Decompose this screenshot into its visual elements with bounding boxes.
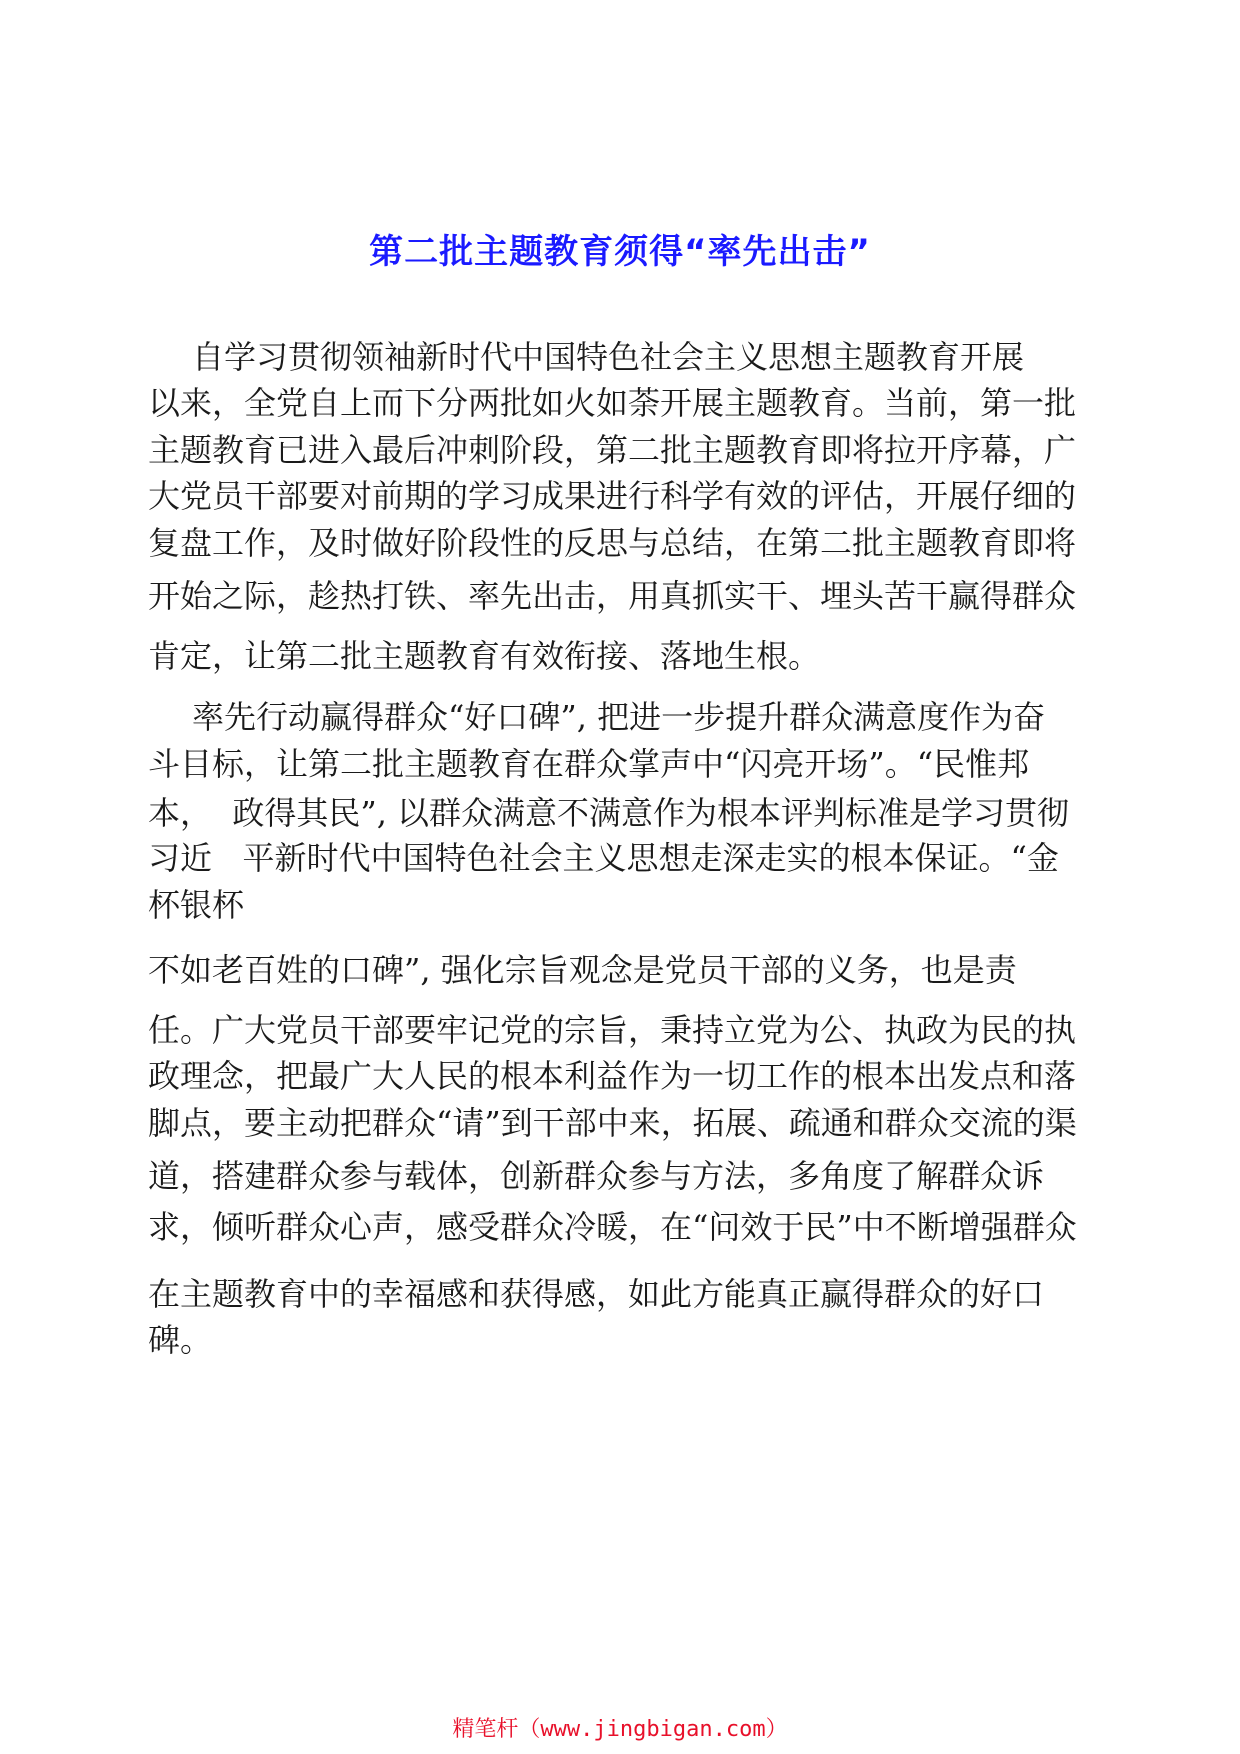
paragraph-line: 复盘工作，及时做好阶段性的反思与总结，在第二批主题教育即将: [148, 524, 1077, 562]
paragraph-line: 政理念，把最广大人民的根本利益作为一切工作的根本出发点和落: [148, 1057, 1077, 1095]
paragraph-line: 率先行动赢得群众“好口碑”, 把进一步提升群众满意度作为奋: [192, 698, 1046, 736]
paragraph-line: 不如老百姓的口碑”, 强化宗旨观念是党员干部的义务，也是责: [148, 951, 1017, 989]
paragraph-line: 道，搭建群众参与载体，创新群众参与方法，多角度了解群众诉: [148, 1157, 1045, 1195]
paragraph-line: 大党员干部要对前期的学习成果进行科学有效的评估，开展仔细的: [148, 477, 1077, 515]
paragraph-line: 本， 政得其民”, 以群众满意不满意作为根本评判标准是学习贯彻: [148, 794, 1070, 832]
paragraph-line: 脚点，要主动把群众“请”到干部中来，拓展、疏通和群众交流的渠: [148, 1104, 1077, 1142]
paragraph-line: 斗目标，让第二批主题教育在群众掌声中“闪亮开场”。“民惟邦: [148, 745, 1030, 783]
document-title: 第二批主题教育须得“率先出击”: [369, 232, 871, 272]
paragraph-line: 自学习贯彻领袖新时代中国特色社会主义思想主题教育开展: [192, 338, 1025, 376]
paragraph-line: 习近 平新时代中国特色社会主义思想走深走实的根本保证。“金: [148, 839, 1059, 877]
paragraph-line: 开始之际，趁热打铁、率先出击，用真抓实干、埋头苦干赢得群众: [148, 577, 1077, 615]
paragraph-line: 以来，全党自上而下分两批如火如荼开展主题教育。当前，第一批: [148, 384, 1077, 422]
paragraph-line: 主题教育已进入最后冲刺阶段，第二批主题教育即将拉开序幕，广: [148, 431, 1077, 469]
paragraph-line: 肯定，让第二批主题教育有效衔接、落地生根。: [148, 637, 821, 675]
footer-watermark-text: 精笔杆（www.jingbigan.com）: [452, 1717, 788, 1742]
paragraph-line: 求，倾听群众心声，感受群众冷暖，在“问效于民”中不断增强群众: [148, 1208, 1077, 1246]
paragraph-line: 杯银杯: [148, 886, 245, 924]
paragraph-line: 碑。: [148, 1321, 213, 1359]
paragraph-line: 任。广大党员干部要牢记党的宗旨，秉持立党为公、执政为民的执: [148, 1011, 1077, 1049]
paragraph-line: 在主题教育中的幸福感和获得感，如此方能真正赢得群众的好口: [148, 1275, 1045, 1313]
